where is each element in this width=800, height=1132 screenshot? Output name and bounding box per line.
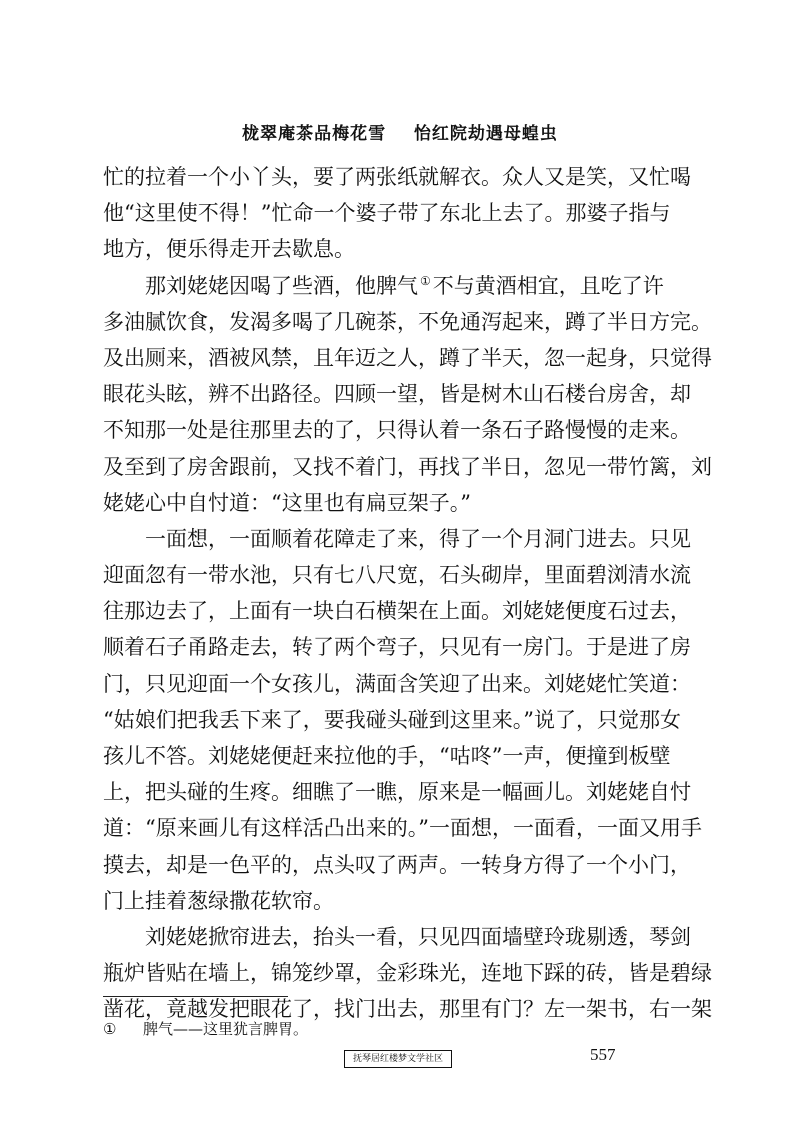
- text-line: 凿花，竟越发把眼花了，找门出去，那里有门？左一架书，右一架: [103, 997, 712, 1022]
- text-line: 姥姥心中自忖道：“这里也有扁豆架子。”: [103, 490, 471, 515]
- text-line-after-note: 不与黄酒相宜，且吃了许: [432, 273, 664, 298]
- text-line: 上，把头碰的生疼。细瞧了一瞧，原来是一幅画儿。刘姥姥自忖: [103, 780, 691, 805]
- main-text: [103, 164, 712, 1033]
- text-line: 眼花头眩，辨不出路径。四顾一望，皆是树木山石楼台房舍，却: [103, 382, 691, 407]
- text-line: 瓶炉皆贴在墙上，锦笼纱罩，金彩珠光，连地下踩的砖，皆是碧绿: [103, 961, 712, 986]
- text-line: 及出厕来，酒被风禁，且年迈之人，蹲了半天，忽一起身，只觉得: [103, 345, 712, 370]
- text-line: 不知那一处是往那里去的了，只得认着一条石子路慢慢的走来。: [103, 418, 691, 443]
- footnote-reference[interactable]: ①: [420, 273, 431, 288]
- text-line: 顺着石子甬路走去，转了两个弯子，只见有一房门。于是进了房: [103, 635, 691, 660]
- text-line-before-note: 那刘姥姥因喝了些酒，他脾气: [145, 273, 418, 298]
- text-line: 忙的拉着一个小丫头，要了两张纸就解衣。众人又是笑，又忙喝: [103, 165, 691, 189]
- text-line: 地方，便乐得走开去歇息。: [103, 237, 355, 262]
- text-line: 多油腻饮食，发渴多喝了几碗茶，不免通泻起来，蹲了半日方完。: [103, 309, 712, 334]
- footnote-divider: [103, 996, 288, 997]
- footnote-mark: ①: [103, 1020, 117, 1038]
- text-line: 刘姥姥掀帘进去，抬头一看，只见四面墙壁玲珑剔透，琴剑: [145, 924, 691, 949]
- text-line: 迎面忽有一带水池，只有七八尺宽，石头砌岸，里面碧浏清水流: [103, 563, 691, 588]
- text-line: 及至到了房舍跟前，又找不着门，再找了半日，忽见一带竹篱，刘: [103, 454, 712, 479]
- text-line: 摸去，却是一色平的，点头叹了两声。一转身方得了一个小门，: [103, 852, 691, 877]
- footnote-text: 脾气——这里犹言脾胃。: [143, 1020, 309, 1038]
- text-line: 门上挂着葱绿撒花软帘。: [103, 888, 334, 913]
- text-line: 道：“原来画儿有这样活凸出来的。”一面想，一面看，一面又用手: [103, 816, 702, 841]
- library-stamp: 抚琴居红楼梦文学社区: [344, 1050, 452, 1068]
- text-line: 往那边去了，上面有一块白石横架在上面。刘姥姥便度石过去，: [103, 599, 691, 624]
- text-line: 他“这里使不得！”忙命一个婆子带了东北上去了。那婆子指与: [103, 201, 671, 226]
- page-number: 557: [590, 1045, 616, 1064]
- text-line: [103, 273, 663, 299]
- text-line: “姑娘们把我丢下来了，要我碰头碰到这里来。”说了，只觉那女: [103, 707, 681, 732]
- footnote: [103, 1018, 308, 1039]
- text-line: 孩儿不答。刘姥姥便赶来拉他的手，“咕咚”一声，便撞到板壁: [103, 744, 671, 768]
- text-line: 门，只见迎面一个女孩儿，满面含笑迎了出来。刘姥姥忙笑道：: [103, 671, 691, 696]
- text-line: 一面想，一面顺着花障走了来，得了一个月洞门进去。只见: [145, 526, 691, 551]
- running-head: 栊翠庵茶品梅花雪 怡红院劫遇母蝗虫: [242, 124, 558, 144]
